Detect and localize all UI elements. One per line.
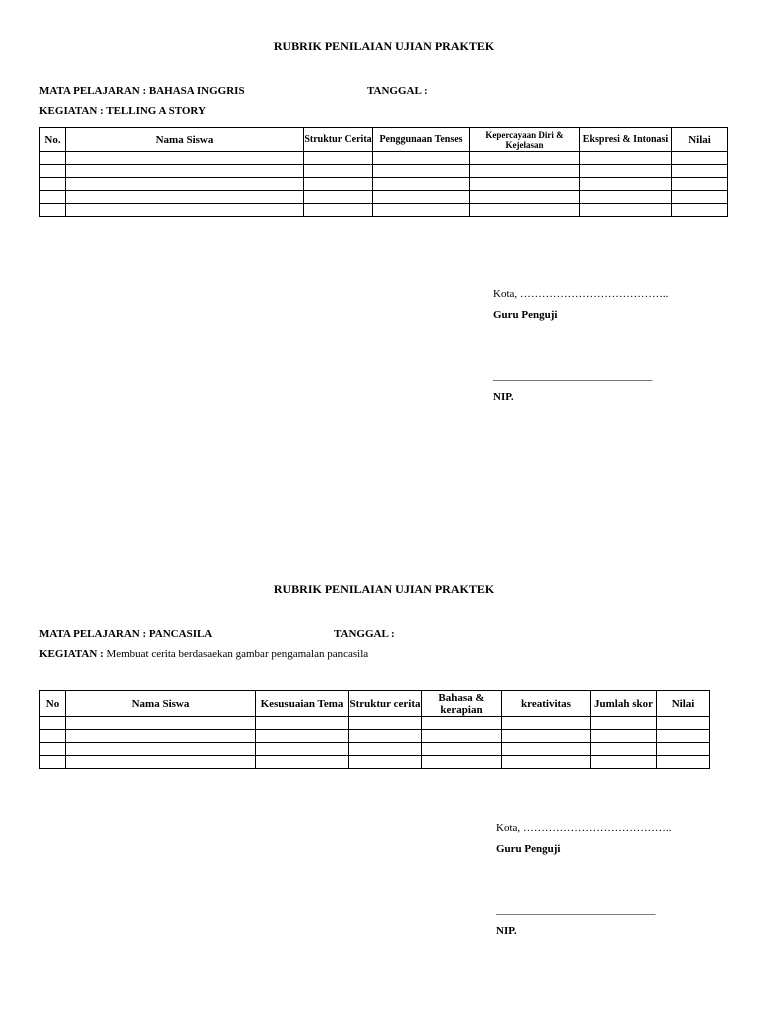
table-row <box>40 730 710 743</box>
table-cell[interactable] <box>373 178 470 191</box>
col-penggunaan-tenses: Penggunaan Tenses <box>373 128 470 152</box>
col-no: No. <box>40 128 66 152</box>
section1-tanggal: TANGGAL : <box>367 85 428 97</box>
table-cell[interactable] <box>657 730 710 743</box>
table-cell[interactable] <box>66 165 304 178</box>
table-cell[interactable] <box>256 717 349 730</box>
table-cell[interactable] <box>657 756 710 769</box>
table-cell[interactable] <box>304 191 373 204</box>
section2-header-row <box>40 691 710 717</box>
col-no: No <box>40 691 66 717</box>
table-cell[interactable] <box>304 204 373 217</box>
table-cell[interactable] <box>672 204 728 217</box>
section1-mata-pelajaran: MATA PELAJARAN : BAHASA INGGRIS <box>39 85 245 97</box>
table-cell[interactable] <box>66 730 256 743</box>
table-cell[interactable] <box>672 152 728 165</box>
table-cell[interactable] <box>502 717 591 730</box>
col-nama-siswa: Nama Siswa <box>66 128 304 152</box>
table-cell[interactable] <box>304 165 373 178</box>
table-cell[interactable] <box>672 191 728 204</box>
section2-table <box>39 690 710 769</box>
table-cell[interactable] <box>373 165 470 178</box>
table-cell[interactable] <box>40 152 66 165</box>
table-cell[interactable] <box>66 178 304 191</box>
table-cell[interactable] <box>422 743 502 756</box>
col-bahasa-kerapian: Bahasa & kerapian <box>422 691 502 717</box>
table-cell[interactable] <box>672 165 728 178</box>
section1-signature-line: _____________________________ <box>493 370 653 382</box>
table-cell[interactable] <box>470 178 580 191</box>
section2-tanggal: TANGGAL : <box>334 628 395 640</box>
table-cell[interactable] <box>40 756 66 769</box>
section2-guru-penguji: Guru Penguji <box>496 843 561 855</box>
table-cell[interactable] <box>66 756 256 769</box>
table-cell[interactable] <box>373 152 470 165</box>
table-cell[interactable] <box>40 204 66 217</box>
section1-kota: Kota, ………………………………….. <box>493 288 669 300</box>
table-cell[interactable] <box>657 743 710 756</box>
table-cell[interactable] <box>40 191 66 204</box>
section1-table <box>39 127 728 217</box>
col-struktur-cerita: Struktur cerita <box>349 691 422 717</box>
table-cell[interactable] <box>580 152 672 165</box>
table-cell[interactable] <box>66 191 304 204</box>
table-cell[interactable] <box>470 152 580 165</box>
col-kepercayaan-diri: Kepercayaan Diri & Kejelasan <box>470 128 580 152</box>
col-kesusuaian-tema: Kesusuaian Tema <box>256 691 349 717</box>
table-cell[interactable] <box>502 756 591 769</box>
table-cell[interactable] <box>349 717 422 730</box>
col-struktur-cerita: Struktur Cerita <box>304 128 373 152</box>
table-cell[interactable] <box>502 743 591 756</box>
table-cell[interactable] <box>40 717 66 730</box>
section1-header-row <box>40 128 728 152</box>
table-cell[interactable] <box>349 756 422 769</box>
table-row <box>40 204 728 217</box>
table-row <box>40 743 710 756</box>
table-cell[interactable] <box>470 204 580 217</box>
table-cell[interactable] <box>40 730 66 743</box>
table-cell[interactable] <box>657 717 710 730</box>
table-cell[interactable] <box>591 743 657 756</box>
table-cell[interactable] <box>349 730 422 743</box>
section2-kegiatan-value: Membuat cerita berdasaekan gambar pengamalan pancasila <box>106 648 369 660</box>
table-cell[interactable] <box>580 178 672 191</box>
table-cell[interactable] <box>256 730 349 743</box>
table-cell[interactable] <box>66 717 256 730</box>
table-cell[interactable] <box>66 152 304 165</box>
section2-kegiatan <box>39 648 368 660</box>
table-cell[interactable] <box>40 743 66 756</box>
table-cell[interactable] <box>40 178 66 191</box>
table-cell[interactable] <box>502 730 591 743</box>
section2-mata-pelajaran: MATA PELAJARAN : PANCASILA <box>39 628 213 640</box>
table-cell[interactable] <box>40 165 66 178</box>
table-cell[interactable] <box>349 743 422 756</box>
table-cell[interactable] <box>470 191 580 204</box>
table-cell[interactable] <box>422 717 502 730</box>
table-cell[interactable] <box>580 165 672 178</box>
table-cell[interactable] <box>591 717 657 730</box>
col-ekspresi-intonasi: Ekspresi & Intonasi <box>580 128 672 152</box>
table-row <box>40 165 728 178</box>
section2-kegiatan-label: KEGIATAN : <box>39 648 104 660</box>
table-cell[interactable] <box>304 178 373 191</box>
col-nilai: Nilai <box>657 691 710 717</box>
table-row <box>40 756 710 769</box>
table-row <box>40 152 728 165</box>
table-cell[interactable] <box>66 204 304 217</box>
section2-kota: Kota, ………………………………….. <box>496 822 672 834</box>
col-nilai: Nilai <box>672 128 728 152</box>
table-cell[interactable] <box>373 204 470 217</box>
col-jumlah-skor: Jumlah skor <box>591 691 657 717</box>
section2-signature-line: _____________________________ <box>496 904 656 916</box>
table-cell[interactable] <box>422 756 502 769</box>
section2-title: RUBRIK PENILAIAN UJIAN PRAKTEK <box>273 582 495 596</box>
table-cell[interactable] <box>373 191 470 204</box>
section2-nip: NIP. <box>496 925 517 937</box>
table-row <box>40 178 728 191</box>
table-row <box>40 191 728 204</box>
table-cell[interactable] <box>591 730 657 743</box>
table-cell[interactable] <box>422 730 502 743</box>
table-cell[interactable] <box>470 165 580 178</box>
table-cell[interactable] <box>256 756 349 769</box>
table-cell[interactable] <box>66 743 256 756</box>
table-cell[interactable] <box>256 743 349 756</box>
table-row <box>40 717 710 730</box>
section1-kegiatan: KEGIATAN : TELLING A STORY <box>39 105 206 117</box>
table-cell[interactable] <box>304 152 373 165</box>
table-cell[interactable] <box>591 756 657 769</box>
table-cell[interactable] <box>580 191 672 204</box>
section1-nip: NIP. <box>493 391 514 403</box>
section1-title: RUBRIK PENILAIAN UJIAN PRAKTEK <box>273 39 495 53</box>
table-cell[interactable] <box>580 204 672 217</box>
col-nama-siswa: Nama Siswa <box>66 691 256 717</box>
table-cell[interactable] <box>672 178 728 191</box>
col-kreativitas: kreativitas <box>502 691 591 717</box>
section1-guru-penguji: Guru Penguji <box>493 309 558 321</box>
